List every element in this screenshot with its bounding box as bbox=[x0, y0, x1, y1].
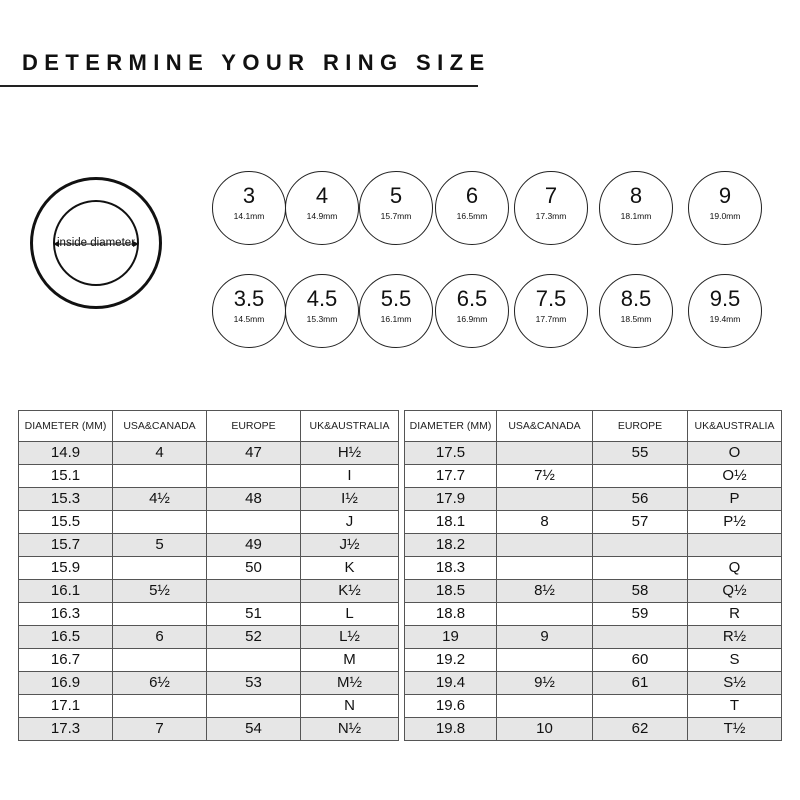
cell-diameter: 15.7 bbox=[19, 534, 113, 557]
cell-diameter: 18.1 bbox=[405, 511, 497, 534]
cell-usa-canada: 5½ bbox=[113, 580, 207, 603]
size-circle-4-5 bbox=[285, 274, 359, 348]
circle-mm-label: 16.1mm bbox=[380, 314, 412, 324]
size-circle-3-5 bbox=[212, 274, 286, 348]
cell-europe: 49 bbox=[207, 534, 301, 557]
cell-uk-australia: I½ bbox=[301, 488, 399, 511]
table-row bbox=[19, 465, 782, 488]
circle-mm-label: 17.3mm bbox=[535, 211, 567, 221]
cell-uk-australia: L½ bbox=[301, 626, 399, 649]
table-row bbox=[19, 557, 782, 580]
cell-europe bbox=[593, 534, 688, 557]
table-body bbox=[19, 442, 782, 741]
cell-usa-canada bbox=[497, 603, 593, 626]
table-row bbox=[19, 649, 782, 672]
cell-diameter: 17.9 bbox=[405, 488, 497, 511]
cell-europe bbox=[207, 649, 301, 672]
cell-diameter: 15.5 bbox=[19, 511, 113, 534]
cell-europe bbox=[207, 695, 301, 718]
header-uk-australia: UK&AUSTRALIA bbox=[688, 411, 782, 442]
cell-diameter: 19 bbox=[405, 626, 497, 649]
cell-uk-australia: R½ bbox=[688, 626, 782, 649]
cell-uk-australia: H½ bbox=[301, 442, 399, 465]
cell-diameter: 19.2 bbox=[405, 649, 497, 672]
header-uk-australia: UK&AUSTRALIA bbox=[301, 411, 399, 442]
cell-diameter: 17.7 bbox=[405, 465, 497, 488]
cell-diameter: 16.1 bbox=[19, 580, 113, 603]
cell-uk-australia: J½ bbox=[301, 534, 399, 557]
cell-diameter: 15.1 bbox=[19, 465, 113, 488]
cell-usa-canada: 8 bbox=[497, 511, 593, 534]
circle-size-label: 8 bbox=[629, 183, 643, 208]
cell-usa-canada: 7½ bbox=[497, 465, 593, 488]
cell-europe: 55 bbox=[593, 442, 688, 465]
circle-mm-label: 16.5mm bbox=[456, 211, 488, 221]
cell-uk-australia: N½ bbox=[301, 718, 399, 741]
cell-uk-australia: S½ bbox=[688, 672, 782, 695]
cell-usa-canada bbox=[497, 488, 593, 511]
cell-diameter: 17.5 bbox=[405, 442, 497, 465]
cell-uk-australia: M bbox=[301, 649, 399, 672]
header-usa-canada: USA&CANADA bbox=[113, 411, 207, 442]
circle-size-label: 4 bbox=[315, 183, 329, 208]
cell-uk-australia: R bbox=[688, 603, 782, 626]
inside-diameter-label: inside diameter bbox=[57, 237, 135, 249]
circle-size-label: 4.5 bbox=[306, 286, 338, 311]
circle-size-label: 5 bbox=[389, 183, 403, 208]
ring-size-table bbox=[18, 410, 782, 741]
cell-usa-canada bbox=[497, 557, 593, 580]
circle-size-label: 7 bbox=[544, 183, 558, 208]
circle-mm-label: 19.0mm bbox=[709, 211, 741, 221]
circle-mm-label: 15.3mm bbox=[306, 314, 338, 324]
table-row bbox=[19, 442, 782, 465]
cell-diameter: 16.3 bbox=[19, 603, 113, 626]
cell-europe: 54 bbox=[207, 718, 301, 741]
cell-diameter: 15.9 bbox=[19, 557, 113, 580]
cell-diameter: 18.5 bbox=[405, 580, 497, 603]
header-diameter: DIAMETER (MM) bbox=[405, 411, 497, 442]
circle-mm-label: 18.1mm bbox=[620, 211, 652, 221]
cell-uk-australia: K½ bbox=[301, 580, 399, 603]
cell-diameter: 19.4 bbox=[405, 672, 497, 695]
cell-usa-canada bbox=[113, 649, 207, 672]
size-circle-5 bbox=[359, 171, 433, 245]
cell-europe: 48 bbox=[207, 488, 301, 511]
cell-europe: 56 bbox=[593, 488, 688, 511]
cell-uk-australia: P bbox=[688, 488, 782, 511]
cell-usa-canada bbox=[497, 534, 593, 557]
circle-mm-label: 18.5mm bbox=[620, 314, 652, 324]
cell-diameter: 15.3 bbox=[19, 488, 113, 511]
circle-mm-label: 14.5mm bbox=[233, 314, 265, 324]
size-circle-8 bbox=[599, 171, 673, 245]
cell-usa-canada: 5 bbox=[113, 534, 207, 557]
circle-mm-label: 14.9mm bbox=[306, 211, 338, 221]
header-europe: EUROPE bbox=[593, 411, 688, 442]
cell-europe: 58 bbox=[593, 580, 688, 603]
cell-diameter: 17.3 bbox=[19, 718, 113, 741]
cell-usa-canada: 4½ bbox=[113, 488, 207, 511]
table-row bbox=[19, 534, 782, 557]
cell-diameter: 17.1 bbox=[19, 695, 113, 718]
circle-mm-label: 19.4mm bbox=[709, 314, 741, 324]
circle-size-label: 7.5 bbox=[535, 286, 567, 311]
cell-usa-canada bbox=[113, 511, 207, 534]
circle-size-label: 8.5 bbox=[620, 286, 652, 311]
cell-europe: 59 bbox=[593, 603, 688, 626]
size-circle-5-5 bbox=[359, 274, 433, 348]
cell-europe: 47 bbox=[207, 442, 301, 465]
size-circle-6 bbox=[435, 171, 509, 245]
cell-europe bbox=[207, 580, 301, 603]
cell-uk-australia: Q bbox=[688, 557, 782, 580]
cell-europe bbox=[207, 511, 301, 534]
cell-uk-australia: P½ bbox=[688, 511, 782, 534]
cell-usa-canada: 10 bbox=[497, 718, 593, 741]
circle-mm-label: 16.9mm bbox=[456, 314, 488, 324]
cell-uk-australia: L bbox=[301, 603, 399, 626]
cell-uk-australia: S bbox=[688, 649, 782, 672]
cell-uk-australia bbox=[688, 534, 782, 557]
cell-diameter: 18.2 bbox=[405, 534, 497, 557]
table-row bbox=[19, 626, 782, 649]
cell-usa-canada bbox=[497, 649, 593, 672]
cell-uk-australia: M½ bbox=[301, 672, 399, 695]
cell-uk-australia: N bbox=[301, 695, 399, 718]
size-circle-6-5 bbox=[435, 274, 509, 348]
cell-europe: 62 bbox=[593, 718, 688, 741]
header-diameter: DIAMETER (MM) bbox=[19, 411, 113, 442]
cell-usa-canada bbox=[113, 557, 207, 580]
header-usa-canada: USA&CANADA bbox=[497, 411, 593, 442]
size-circle-4 bbox=[285, 171, 359, 245]
cell-diameter: 18.3 bbox=[405, 557, 497, 580]
cell-usa-canada: 6 bbox=[113, 626, 207, 649]
cell-usa-canada: 9½ bbox=[497, 672, 593, 695]
circle-size-label: 3.5 bbox=[233, 286, 265, 311]
cell-usa-canada bbox=[113, 465, 207, 488]
circle-size-label: 6.5 bbox=[456, 286, 488, 311]
cell-europe: 53 bbox=[207, 672, 301, 695]
table-row bbox=[19, 580, 782, 603]
page-title: DETERMINE YOUR RING SIZE bbox=[22, 50, 491, 75]
cell-uk-australia: T bbox=[688, 695, 782, 718]
cell-usa-canada: 8½ bbox=[497, 580, 593, 603]
cell-europe bbox=[207, 465, 301, 488]
cell-diameter: 16.9 bbox=[19, 672, 113, 695]
cell-europe: 52 bbox=[207, 626, 301, 649]
size-circle-3 bbox=[212, 171, 286, 245]
cell-usa-canada: 7 bbox=[113, 718, 207, 741]
cell-uk-australia: J bbox=[301, 511, 399, 534]
cell-diameter: 18.8 bbox=[405, 603, 497, 626]
cell-diameter: 19.6 bbox=[405, 695, 497, 718]
cell-europe: 61 bbox=[593, 672, 688, 695]
table-row bbox=[19, 511, 782, 534]
cell-usa-canada: 9 bbox=[497, 626, 593, 649]
cell-diameter: 16.7 bbox=[19, 649, 113, 672]
cell-europe: 60 bbox=[593, 649, 688, 672]
size-circle-9-5 bbox=[688, 274, 762, 348]
cell-europe bbox=[593, 557, 688, 580]
table-row bbox=[19, 603, 782, 626]
circle-size-label: 9 bbox=[718, 183, 732, 208]
cell-europe: 50 bbox=[207, 557, 301, 580]
circle-size-label: 9.5 bbox=[709, 286, 741, 311]
circle-size-label: 6 bbox=[465, 183, 479, 208]
cell-europe bbox=[593, 465, 688, 488]
cell-uk-australia: O½ bbox=[688, 465, 782, 488]
size-circle-8-5 bbox=[599, 274, 673, 348]
circle-size-label: 5.5 bbox=[380, 286, 412, 311]
cell-uk-australia: Q½ bbox=[688, 580, 782, 603]
circle-mm-label: 17.7mm bbox=[535, 314, 567, 324]
header-europe: EUROPE bbox=[207, 411, 301, 442]
cell-europe bbox=[593, 626, 688, 649]
table-row bbox=[19, 672, 782, 695]
cell-usa-canada bbox=[113, 695, 207, 718]
table-row bbox=[19, 718, 782, 741]
cell-uk-australia: I bbox=[301, 465, 399, 488]
size-circle-7-5 bbox=[514, 274, 588, 348]
table-header-row bbox=[19, 411, 782, 442]
cell-usa-canada bbox=[497, 442, 593, 465]
size-circle-7 bbox=[514, 171, 588, 245]
cell-usa-canada bbox=[497, 695, 593, 718]
table-row bbox=[19, 488, 782, 511]
circle-mm-label: 14.1mm bbox=[233, 211, 265, 221]
cell-uk-australia: T½ bbox=[688, 718, 782, 741]
cell-diameter: 14.9 bbox=[19, 442, 113, 465]
cell-diameter: 16.5 bbox=[19, 626, 113, 649]
cell-usa-canada: 6½ bbox=[113, 672, 207, 695]
title-underline bbox=[0, 85, 478, 87]
circle-size-label: 3 bbox=[242, 183, 256, 208]
size-circle-9 bbox=[688, 171, 762, 245]
cell-diameter: 19.8 bbox=[405, 718, 497, 741]
cell-usa-canada bbox=[113, 603, 207, 626]
cell-europe: 51 bbox=[207, 603, 301, 626]
cell-uk-australia: K bbox=[301, 557, 399, 580]
cell-uk-australia: O bbox=[688, 442, 782, 465]
circle-mm-label: 15.7mm bbox=[380, 211, 412, 221]
cell-europe: 57 bbox=[593, 511, 688, 534]
cell-europe bbox=[593, 695, 688, 718]
cell-usa-canada: 4 bbox=[113, 442, 207, 465]
table-row bbox=[19, 695, 782, 718]
